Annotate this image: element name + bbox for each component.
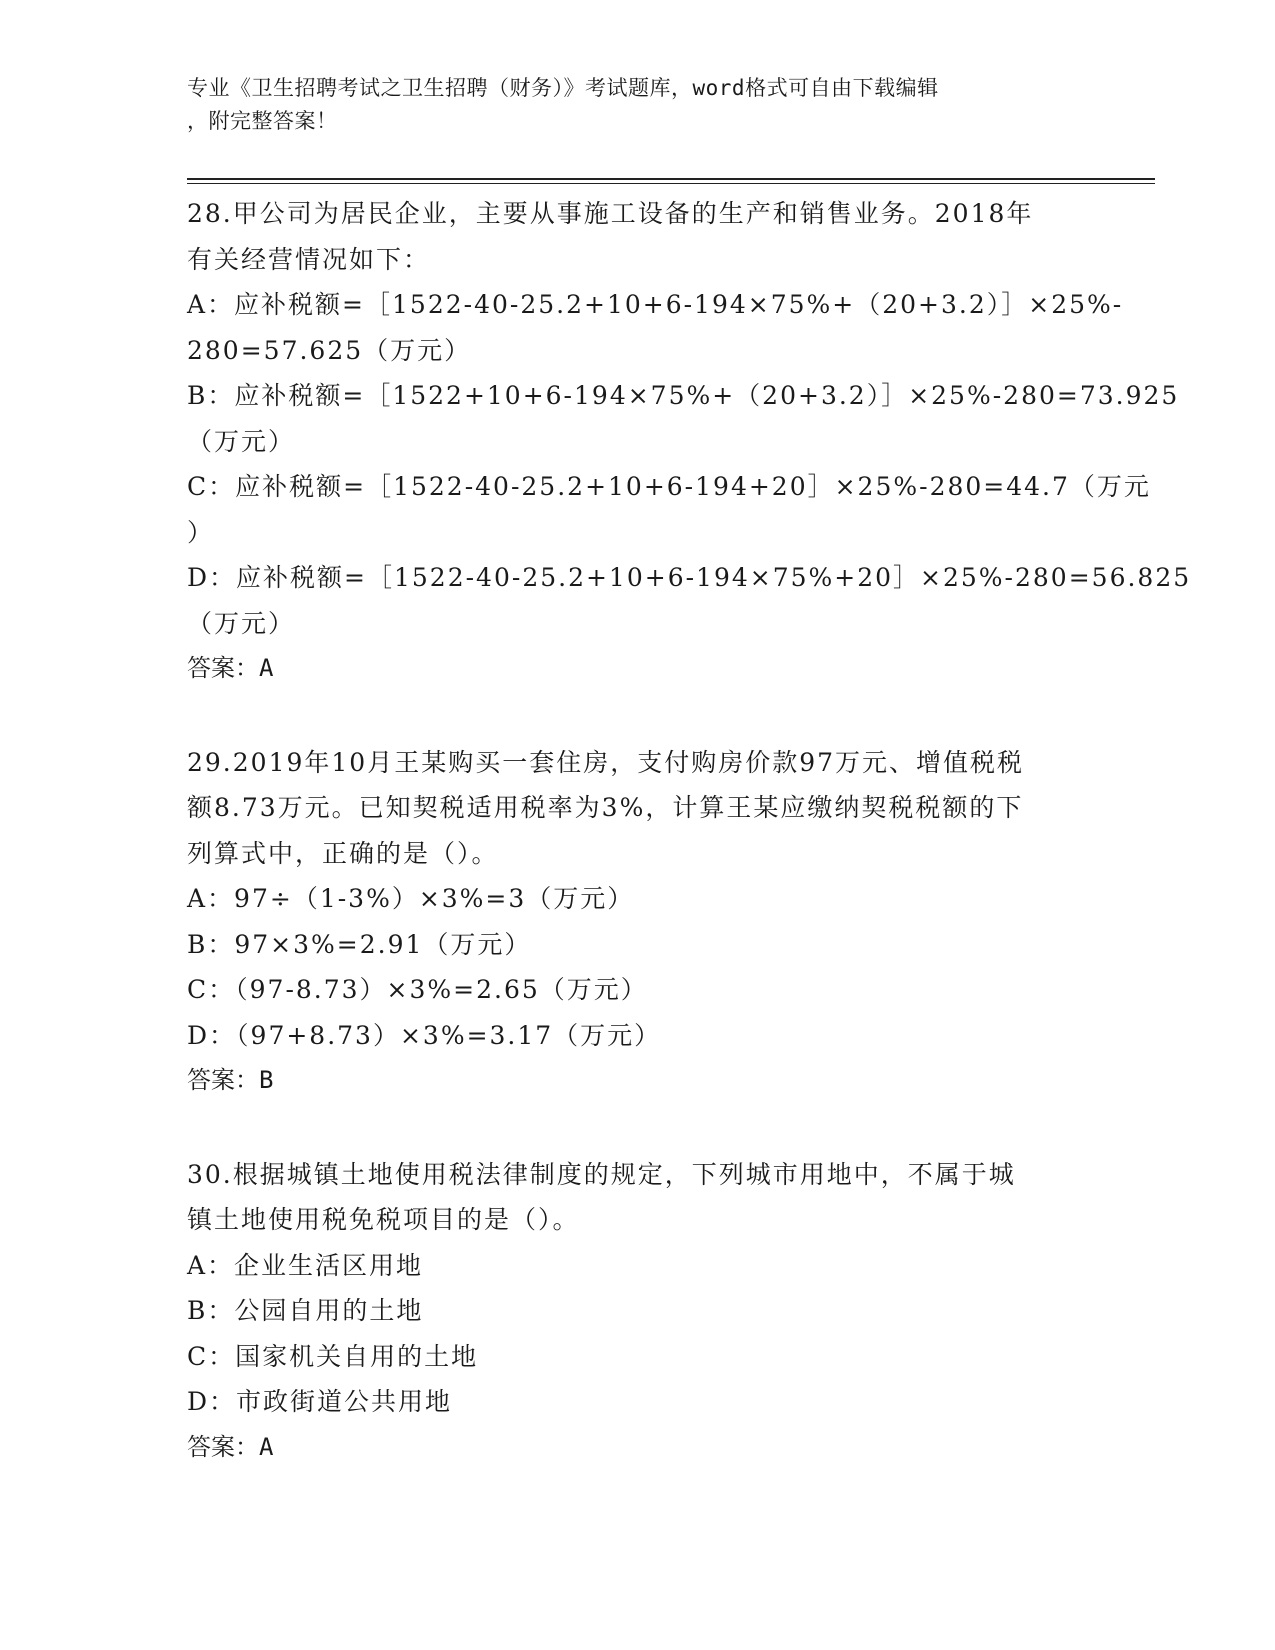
- question-29-answer: 答案：B: [187, 1066, 274, 1094]
- question-30-stem-line-1: 30.根据城镇土地使用税法律制度的规定，下列城市用地中，不属于城: [187, 1159, 1016, 1189]
- question-29-option-d: D：（97+8.73）×3%=3.17（万元）: [187, 1020, 662, 1050]
- question-28-option-d: D：应补税额=［1522-40-25.2+10+6-194×75%+20］×25%-280=56.825: [187, 563, 1192, 592]
- header-line-1: 专业《卫生招聘考试之卫生招聘（财务）》考试题库，word格式可自由下载编辑: [187, 76, 939, 100]
- question-29: [187, 740, 1087, 1104]
- question-30-stem-line-2: 镇土地使用税免税项目的是（）。: [187, 1205, 580, 1234]
- question-30-option-d: D：市政街道公共用地: [187, 1387, 453, 1416]
- question-28-option-a: A：应补税额=［1522-40-25.2+10+6-194×75%+（20+3.2）］×25%-: [187, 290, 1124, 319]
- question-30-option-b: B：公园自用的土地: [187, 1296, 424, 1325]
- question-28-option-d-cont: （万元）: [187, 608, 296, 638]
- question-29-option-c: C：（97-8.73）×3%=2.65（万元）: [187, 975, 648, 1004]
- header-divider-thick: [187, 178, 1155, 180]
- question-29-stem-line-3: 列算式中，正确的是（）。: [187, 838, 499, 868]
- question-28-option-c: C：应补税额=［1522-40-25.2+10+6-194+20］×25%-280=44.7（万元: [187, 472, 1151, 501]
- question-30-option-c: C：国家机关自用的土地: [187, 1341, 479, 1371]
- question-28-option-b-cont: （万元）: [187, 426, 296, 456]
- question-30-option-a: A：企业生活区用地: [187, 1250, 424, 1280]
- header-line-2: ，附完整答案！: [187, 109, 338, 133]
- question-28-stem-line-1: 28.甲公司为居民企业，主要从事施工设备的生产和销售业务。2018年: [187, 199, 1034, 228]
- question-28-option-b: B：应补税额=［1522+10+6-194×75%+（20+3.2）］×25%-280=73.925: [187, 381, 1180, 410]
- question-29-stem-line-2: 额8.73万元。已知契税适用税率为3%，计算王某应缴纳契税税额的下: [187, 793, 1024, 822]
- question-list: [187, 191, 1192, 1518]
- question-28-option-c-cont: ）: [187, 517, 215, 547]
- header-divider-thin: [187, 183, 1155, 184]
- question-29-option-b: B：97×3%=2.91（万元）: [187, 929, 532, 959]
- question-30: [187, 1152, 1087, 1471]
- document-header: [187, 72, 1067, 138]
- question-28-stem-line-2: 有关经营情况如下：: [187, 244, 431, 274]
- question-28-answer: 答案：A: [187, 654, 274, 682]
- question-30-answer: 答案：A: [187, 1432, 274, 1461]
- question-28: [187, 191, 1192, 692]
- question-29-stem-line-1: 29.2019年10月王某购买一套住房，支付购房价款97万元、增值税税: [187, 747, 1025, 777]
- question-28-option-a-cont: 280=57.625（万元）: [187, 335, 472, 365]
- question-29-option-a: A：97÷（1-3%）×3%=3（万元）: [187, 884, 635, 913]
